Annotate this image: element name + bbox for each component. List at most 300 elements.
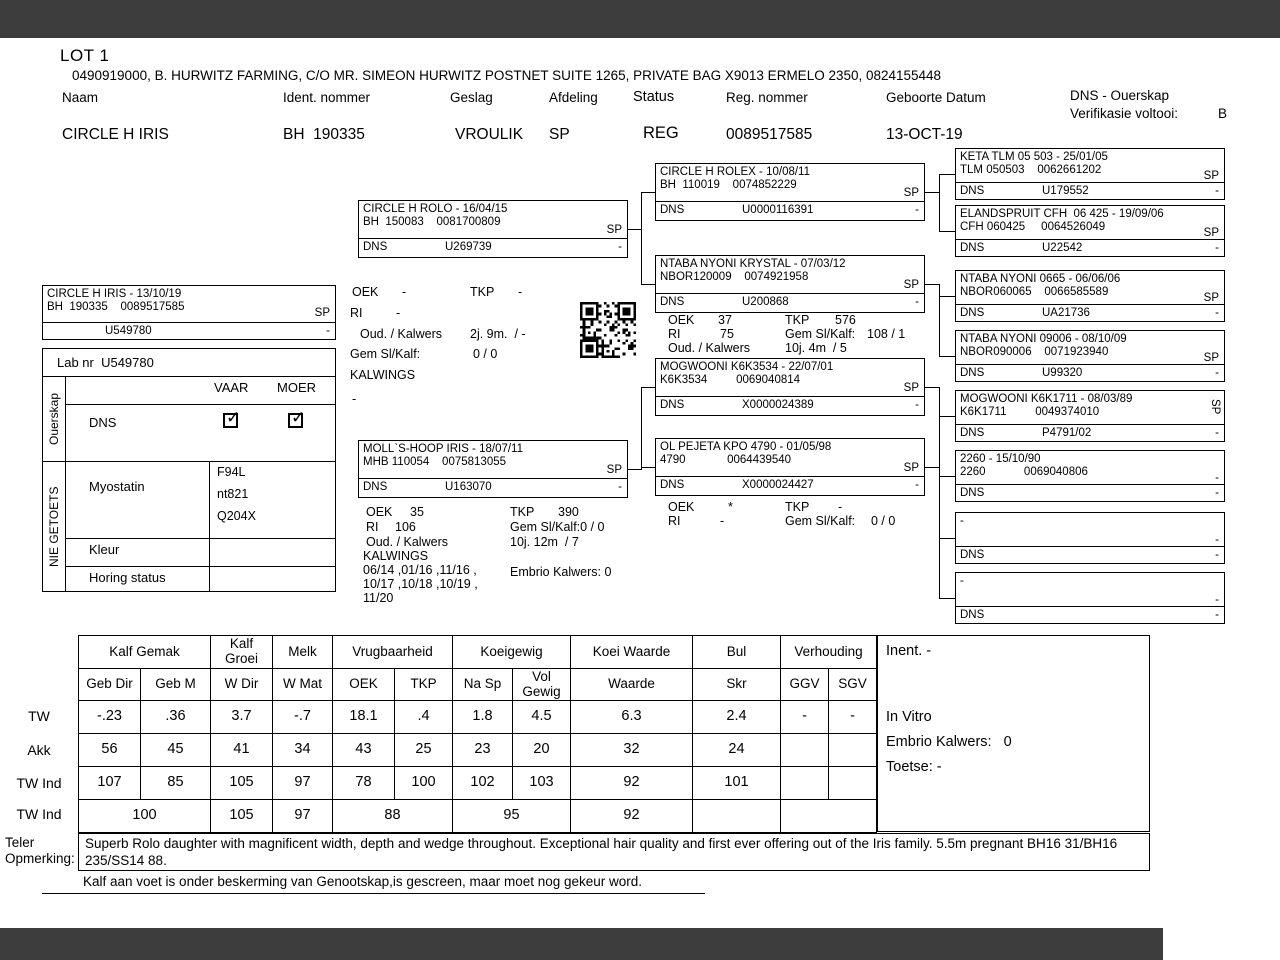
- animal-title: NTABA NYONI 09006 - 08/10/09: [960, 333, 1127, 345]
- oek-value: -: [402, 285, 407, 299]
- dns-value: U179552: [1042, 185, 1089, 197]
- sp-badge: SP: [1203, 352, 1219, 364]
- inent: Inent. -: [886, 643, 932, 659]
- toetse: Toetse: -: [886, 759, 942, 775]
- tkp-label: TKP: [785, 313, 810, 327]
- dash: -: [915, 479, 919, 491]
- oud-kalwers-label: Oud. / Kalwers: [668, 341, 750, 355]
- dash: -: [326, 325, 330, 337]
- divider: [65, 376, 66, 592]
- value-geslag: VROULIK: [455, 126, 524, 143]
- teler-opmerking-label: [5, 835, 75, 867]
- dash: -: [915, 399, 919, 411]
- group-header: Bul: [693, 636, 781, 669]
- animal-id: 4790 0064439540: [660, 454, 792, 466]
- cell: 56: [79, 734, 141, 767]
- animal-title: -: [960, 515, 964, 527]
- dns-row: [43, 322, 335, 339]
- tkp-value: -: [518, 285, 523, 299]
- horing-status-label: Horing status: [89, 570, 166, 585]
- animal-title: CIRCLE H IRIS - 13/10/19: [47, 288, 182, 300]
- oek-value: 37: [718, 313, 732, 327]
- dns-label: DNS: [960, 367, 985, 379]
- gp4-stats: [666, 500, 926, 530]
- cell: 101: [693, 767, 781, 800]
- ggp-box-3: [955, 270, 1225, 322]
- sp-badge: SP: [1203, 292, 1219, 304]
- gem-sl-kalf-value: 0 / 0: [473, 347, 498, 361]
- dns-value: U99320: [1042, 367, 1083, 379]
- animal-id: MHB 110054 0075813055: [363, 456, 507, 468]
- connector-line: [641, 387, 642, 470]
- animal-id: NBOR060065 0066585589: [960, 286, 1109, 298]
- ri-value: 75: [720, 327, 734, 341]
- sp-badge: SP: [1203, 170, 1219, 182]
- dash: -: [618, 241, 622, 253]
- kalwings-line-2: 10/17 ,10/18 ,10/19 ,: [363, 577, 478, 591]
- cell: 95: [453, 800, 571, 833]
- vaar-column-header: VAAR: [214, 380, 249, 395]
- oud-kalwers-value: 10j. 12m / 7: [510, 535, 579, 549]
- divider: [65, 538, 335, 539]
- ebv-row-label-akk: Akk: [27, 742, 51, 758]
- dns-row: [656, 293, 924, 312]
- cell: -: [829, 701, 877, 734]
- group-header: Kalf Gemak: [79, 636, 211, 669]
- connector-line: [939, 356, 955, 357]
- gem-sl-kalf-label: Gem Sl/Kalf:: [350, 347, 421, 361]
- sub-header: Waarde: [571, 669, 693, 701]
- col-header-verifikasie: Verifikasie voltooi:: [1070, 106, 1179, 121]
- cell: [829, 734, 877, 767]
- animal-id: 2260 0069040806: [960, 466, 1088, 478]
- animal-id: K6K1711 0049374010: [960, 406, 1100, 418]
- bottom-right-white-block: [1163, 928, 1280, 960]
- dns-value: U22542: [1042, 242, 1083, 254]
- connector-line: [925, 192, 939, 193]
- ouerskap-vertical-label: Ouerskap: [47, 392, 61, 445]
- dns-row: [956, 304, 1224, 321]
- value-afdeling: SP: [549, 126, 570, 143]
- divider: [43, 461, 335, 462]
- oud-kalwers-label: Oud. / Kalwers: [360, 327, 442, 341]
- oud-kalwers-value: 10j. 4m / 5: [785, 341, 847, 355]
- subject-box: [42, 285, 336, 340]
- dns-value: U200868: [742, 296, 789, 308]
- connector-line: [939, 476, 955, 477]
- cell: 100: [395, 767, 453, 800]
- ebv-row-twind: [79, 767, 877, 800]
- ri-value: -: [396, 306, 401, 320]
- group-header: Verhouding: [781, 636, 877, 669]
- gp-box-4: [655, 438, 925, 496]
- dash: -: [1215, 594, 1219, 606]
- connector-line: [939, 467, 940, 599]
- connector-line: [641, 192, 655, 193]
- dns-row: [956, 484, 1224, 501]
- verifikasie-value: B: [1218, 106, 1228, 121]
- connector-line: [939, 416, 955, 417]
- ebv-row-label-twind: TW Ind: [16, 775, 62, 791]
- dns-label: DNS: [960, 487, 985, 499]
- animal-title: NTABA NYONI 0665 - 06/06/06: [960, 273, 1121, 285]
- lab-nr: Lab nr U549780: [57, 355, 154, 370]
- animal-id: BH 150083 0081700809: [363, 216, 501, 228]
- dns-label: DNS: [960, 185, 985, 197]
- connector-line: [641, 387, 655, 388]
- cell: 107: [79, 767, 141, 800]
- bottom-dark-bar: [0, 928, 1280, 960]
- cell: 92: [571, 800, 693, 833]
- col-header-afdeling: Afdeling: [549, 90, 598, 105]
- sub-header: SGV: [829, 669, 877, 701]
- dns-value: U269739: [445, 241, 492, 253]
- col-header-geboorte: Geboorte Datum: [886, 90, 986, 105]
- gp-box-1: [655, 163, 925, 221]
- myostatin-value-3: Q204X: [217, 509, 256, 523]
- ebv-row-tw: [79, 701, 877, 734]
- sire-box: [358, 200, 628, 258]
- dash: -: [1215, 307, 1219, 319]
- sub-header: Geb M: [141, 669, 211, 701]
- oek-label: OEK: [668, 313, 695, 327]
- dns-label: DNS: [660, 204, 685, 216]
- dns-value: P4791/02: [1042, 427, 1092, 439]
- dash: -: [1215, 472, 1219, 484]
- oek-value: 35: [410, 505, 424, 519]
- ri-value: -: [720, 514, 725, 528]
- dns-value: X0000024389: [742, 399, 814, 411]
- oud-kalwers-value: 2j. 9m. / -: [470, 327, 526, 341]
- footnote-underline: [42, 893, 705, 894]
- dns-label: DNS: [960, 427, 985, 439]
- dash: -: [1215, 185, 1219, 197]
- gp2-stats: [666, 313, 926, 357]
- animal-title: MOLL`S-HOOP IRIS - 18/07/11: [363, 443, 523, 455]
- footnote-text: Kalf aan voet is onder beskerming van Genootskap,is gescreen, maar moet nog gekeur word.: [83, 874, 643, 889]
- dash: -: [915, 296, 919, 308]
- oek-label: OEK: [366, 505, 393, 519]
- gem-sl-kalf-label: Gem Sl/Kalf:: [785, 327, 856, 341]
- tkp-value: -: [838, 500, 843, 514]
- tkp-value: 390: [558, 505, 579, 519]
- cell: 41: [211, 734, 273, 767]
- col-header-dns-ouerskap: DNS - Ouerskap: [1070, 88, 1170, 103]
- in-vitro: In Vitro: [886, 709, 932, 725]
- ggp-box-7: [955, 512, 1225, 564]
- dns-value: X0000024427: [742, 479, 814, 491]
- cell: 3.7: [211, 701, 273, 734]
- sub-header: Vol Gewig: [513, 669, 571, 701]
- embrio-kalwers: Embrio Kalwers: 0: [510, 565, 612, 579]
- animal-id: NBOR090006 0071923940: [960, 346, 1109, 358]
- col-header-ident: Ident. nommer: [283, 90, 371, 105]
- ri-label: RI: [366, 520, 379, 534]
- nie-getoets-vertical-label: NIE GETOETS: [47, 486, 61, 567]
- dash: -: [1215, 242, 1219, 254]
- col-header-status: Status: [633, 89, 675, 105]
- animal-id: BH 110019 0074852229: [660, 179, 797, 191]
- value-reg: 0089517585: [726, 126, 813, 143]
- ebv-table: [78, 635, 877, 833]
- connector-line: [939, 174, 940, 232]
- divider: [65, 566, 335, 567]
- kleur-label: Kleur: [89, 542, 120, 557]
- animal-id: TLM 050503 0062661202: [960, 164, 1102, 176]
- cell: -.7: [273, 701, 333, 734]
- gem-sl-kalf-value: 0 / 0: [871, 514, 896, 528]
- dns-value: U163070: [445, 481, 492, 493]
- kalwings-label: KALWINGS: [350, 368, 416, 382]
- ggp-box-8: [955, 572, 1225, 624]
- connector-line: [939, 538, 955, 539]
- dns-row: [359, 478, 627, 497]
- teler-opmerking-box: [78, 833, 1150, 871]
- cell: .4: [395, 701, 453, 734]
- owner-line: 0490919000, B. HURWITZ FARMING, C/O MR. SIMEON HURWITZ POSTNET SUITE 1265, PRIVATE BAG X9013 ERMELO 2350, 0824155448: [72, 68, 942, 83]
- cell: 85: [141, 767, 211, 800]
- kalwings-label: KALWINGS: [363, 549, 429, 563]
- connector-line: [939, 284, 940, 357]
- dns-label: DNS: [960, 307, 985, 319]
- tkp-label: TKP: [470, 285, 495, 299]
- cell: [781, 734, 829, 767]
- dns-label: DNS: [89, 415, 117, 430]
- dns-row: [656, 201, 924, 220]
- animal-id: CFH 060425 0064526049: [960, 221, 1106, 233]
- group-header: Melk: [273, 636, 333, 669]
- dns-label: DNS: [660, 479, 685, 491]
- oek-value: *: [728, 500, 733, 514]
- ggp-box-2: [955, 205, 1225, 257]
- connector-line: [641, 467, 655, 468]
- cell: 24: [693, 734, 781, 767]
- cell: -.23: [79, 701, 141, 734]
- connector-line: [939, 231, 955, 232]
- group-header: Koei Waarde: [571, 636, 693, 669]
- animal-title: KETA TLM 05 503 - 25/01/05: [960, 151, 1108, 163]
- animal-id: NBOR120009 0074921958: [660, 271, 809, 283]
- ri-label: RI: [350, 306, 363, 320]
- lot-title: LOT 1: [60, 46, 110, 65]
- ebv-row-akk: [79, 734, 877, 767]
- connector-line: [628, 469, 641, 470]
- value-status: REG: [643, 124, 679, 142]
- cell: 103: [513, 767, 571, 800]
- col-header-geslag: Geslag: [450, 90, 493, 105]
- animal-title: NTABA NYONI KRYSTAL - 07/03/12: [660, 258, 846, 270]
- sub-header: Skr: [693, 669, 781, 701]
- dns-row: [956, 182, 1224, 199]
- animal-title: CIRCLE H ROLO - 16/04/15: [363, 203, 508, 215]
- cell: 18.1: [333, 701, 395, 734]
- cell: 105: [211, 767, 273, 800]
- cell: .36: [141, 701, 211, 734]
- cell: 25: [395, 734, 453, 767]
- sp-badge: SP: [903, 187, 919, 199]
- col-header-naam: Naam: [62, 90, 99, 105]
- dns-row: [956, 546, 1224, 563]
- sp-badge: SP: [606, 464, 622, 476]
- animal-title: MOGWOONI K6K3534 - 22/07/01: [660, 361, 834, 373]
- cell: 92: [571, 767, 693, 800]
- animal-id: BH 190335 0089517585: [47, 301, 185, 313]
- vaar-checked-checkbox-icon: [223, 413, 238, 428]
- cell: 78: [333, 767, 395, 800]
- cell: -: [781, 701, 829, 734]
- cell: 34: [273, 734, 333, 767]
- oek-label: OEK: [352, 285, 379, 299]
- cell: 23: [453, 734, 513, 767]
- tkp-label: TKP: [510, 505, 535, 519]
- dash: -: [1215, 534, 1219, 546]
- embrio-kalwers: Embrio Kalwers: 0: [886, 734, 1012, 750]
- gem-sl-kalf-label: Gem Sl/Kalf:: [785, 514, 856, 528]
- oek-label: OEK: [668, 500, 695, 514]
- dns-label: DNS: [363, 241, 388, 253]
- gp-box-3: [655, 358, 925, 416]
- value-naam: CIRCLE H IRIS: [62, 126, 169, 143]
- connector-line: [925, 467, 939, 468]
- dash: -: [1215, 609, 1219, 621]
- cell: [829, 767, 877, 800]
- dash: -: [1215, 427, 1219, 439]
- teler-label-line-2: Opmerking:: [5, 850, 75, 866]
- dash: -: [1215, 549, 1219, 561]
- dns-row: [956, 364, 1224, 381]
- ebv-row-label-tw: TW: [28, 708, 50, 724]
- gp-box-2: [655, 255, 925, 313]
- ggp-box-6: [955, 450, 1225, 502]
- gem-sl-kalf: Gem Sl/Kalf:0 / 0: [510, 520, 605, 534]
- sub-header: W Mat: [273, 669, 333, 701]
- moer-column-header: MOER: [277, 380, 316, 395]
- kalwings-value: -: [352, 392, 357, 406]
- cell: 88: [333, 800, 453, 833]
- connector-line: [641, 284, 655, 285]
- cell: 97: [273, 767, 333, 800]
- cell: 1.8: [453, 701, 513, 734]
- connector-line: [641, 192, 642, 285]
- sp-badge: SP: [1203, 227, 1219, 239]
- ebv-sub-header-row: [79, 669, 877, 701]
- myostatin-value-2: nt821: [217, 487, 249, 501]
- myostatin-value-1: F94L: [217, 465, 246, 479]
- value-geboorte: 13-OCT-19: [886, 126, 963, 143]
- sp-badge: SP: [606, 224, 622, 236]
- dns-label: DNS: [960, 549, 985, 561]
- ri-label: RI: [668, 327, 681, 341]
- animal-title: OL PEJETA KPO 4790 - 01/05/98: [660, 441, 832, 453]
- dam-stats: [363, 505, 653, 610]
- dns-label: DNS: [660, 399, 685, 411]
- connector-line: [939, 296, 955, 297]
- dash: -: [1215, 487, 1219, 499]
- myostatin-label: Myostatin: [89, 479, 145, 494]
- animal-title: CIRCLE H ROLEX - 10/08/11: [660, 166, 810, 178]
- dns-row: [956, 424, 1224, 441]
- sub-header: W Dir: [211, 669, 273, 701]
- dam-box: [358, 440, 628, 498]
- dns-label: DNS: [660, 296, 685, 308]
- group-header: Koeigewig: [453, 636, 571, 669]
- moer-checked-checkbox-icon: [288, 413, 303, 428]
- teler-label-line-1: Teler: [5, 835, 35, 850]
- ebv-group-header-row: [79, 636, 877, 669]
- dns-row: [656, 396, 924, 415]
- connector-line: [939, 598, 955, 599]
- dns-label: DNS: [363, 481, 388, 493]
- dash: -: [618, 481, 622, 493]
- dns-value: U0000116391: [742, 204, 814, 216]
- ebv-row-twind-merged: [79, 800, 877, 833]
- connector-line: [939, 387, 940, 477]
- ri-value: 106: [395, 520, 416, 534]
- info-box: [877, 635, 1150, 832]
- top-dark-bar: [0, 0, 1280, 38]
- connector-line: [628, 229, 641, 230]
- group-header: Kalf Groei: [211, 636, 273, 669]
- tkp-value: 576: [835, 313, 856, 327]
- divider: [65, 404, 335, 405]
- cell: 4.5: [513, 701, 571, 734]
- sub-header: OEK: [333, 669, 395, 701]
- dns-value: UA21736: [1042, 307, 1090, 319]
- gem-sl-kalf-value: 108 / 1: [867, 327, 906, 341]
- sp-badge: SP: [903, 279, 919, 291]
- ebv-row-label-twind2: TW Ind: [16, 806, 62, 822]
- ri-label: RI: [668, 514, 681, 528]
- ggp-box-1: [955, 148, 1225, 200]
- cell: [693, 800, 781, 833]
- cell: 20: [513, 734, 571, 767]
- cell: 6.3: [571, 701, 693, 734]
- sub-header: GGV: [781, 669, 829, 701]
- animal-title: ELANDSPRUIT CFH 06 425 - 19/09/06: [960, 208, 1164, 220]
- connector-line: [925, 284, 939, 285]
- kalwings-line-3: 11/20: [363, 591, 394, 605]
- sp-badge: SP: [314, 307, 330, 319]
- teler-opmerking-text: Superb Rolo daughter with magnificent width, depth and wedge throughout. Exceptional hair quality and first ever offering out of the Iris family. 5.5m pregnant BH16 31/BH16 235/SS14 88.: [85, 836, 1118, 868]
- sub-header: Geb Dir: [79, 669, 141, 701]
- cell: 102: [453, 767, 513, 800]
- animal-title: -: [960, 575, 964, 587]
- dns-row: [359, 238, 627, 257]
- dns-row: [956, 239, 1224, 256]
- sp-badge: SP: [903, 462, 919, 474]
- sub-header: Na Sp: [453, 669, 513, 701]
- animal-title: MOGWOONI K6K1711 - 08/03/89: [960, 393, 1133, 405]
- cell: 100: [79, 800, 211, 833]
- cell: [781, 800, 877, 833]
- dns-label: DNS: [960, 609, 985, 621]
- cell: 45: [141, 734, 211, 767]
- lab-box: [42, 348, 336, 592]
- kalwings-line-1: 06/14 ,01/16 ,11/16 ,: [363, 563, 477, 577]
- tkp-label: TKP: [785, 500, 810, 514]
- divider: [43, 376, 335, 377]
- dash: -: [1215, 367, 1219, 379]
- col-header-reg: Reg. nommer: [726, 90, 808, 105]
- group-header: Vrugbaarheid: [333, 636, 453, 669]
- sub-header: TKP: [395, 669, 453, 701]
- cell: 43: [333, 734, 395, 767]
- ggp-box-5: [955, 390, 1225, 442]
- dns-value: U549780: [105, 325, 152, 337]
- dash: -: [915, 204, 919, 216]
- animal-title: 2260 - 15/10/90: [960, 453, 1041, 465]
- animal-id: K6K3534 0069040814: [660, 374, 801, 386]
